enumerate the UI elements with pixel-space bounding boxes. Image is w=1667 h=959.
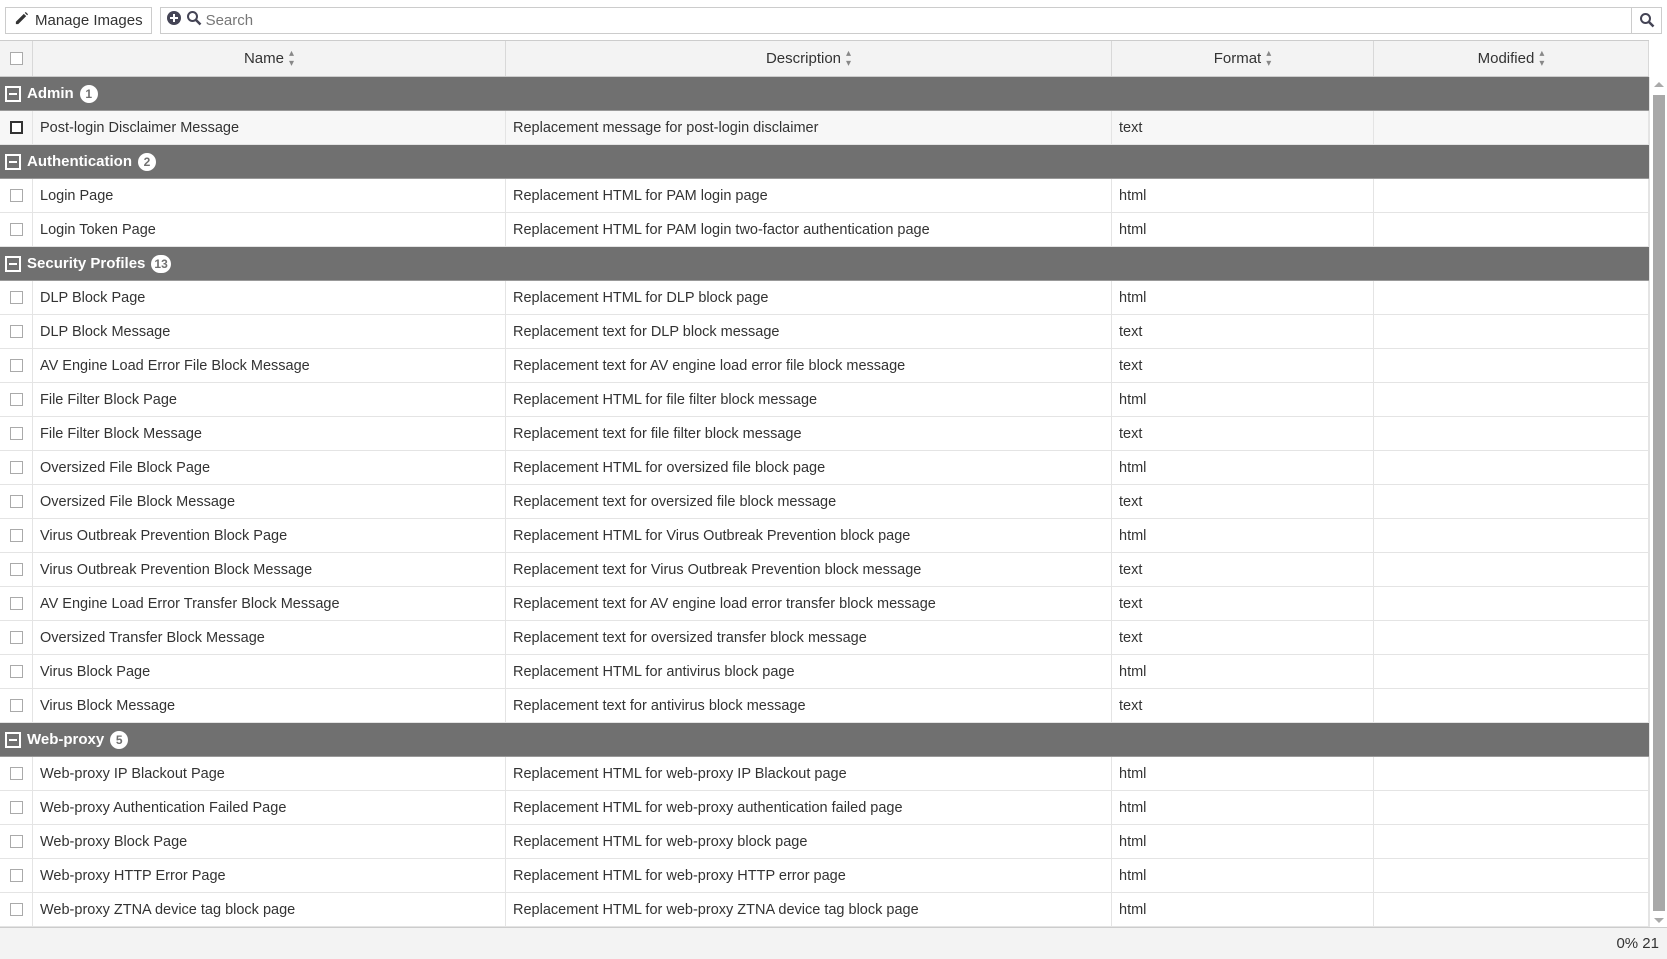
row-checkbox[interactable] [10,291,23,304]
manage-images-button[interactable] [5,7,152,34]
format-cell: html [1112,893,1374,926]
table-row[interactable] [0,825,1649,859]
table-row[interactable] [0,179,1649,213]
row-select-cell [0,893,33,926]
table-row[interactable] [0,655,1649,689]
search-icon [186,10,202,30]
name-cell: Web-proxy Authentication Failed Page [33,791,506,824]
table-header [0,40,1649,77]
table-row[interactable] [0,451,1649,485]
manage-images-label: Manage Images [35,11,143,29]
name-cell: Login Page [33,179,506,212]
search-input[interactable] [206,12,1627,29]
column-header-description[interactable] [506,41,1112,76]
format-cell: text [1112,485,1374,518]
name-cell: AV Engine Load Error File Block Message [33,349,506,382]
description-cell: Replacement text for Virus Outbreak Prevention block message [506,553,1112,586]
modified-cell [1374,689,1649,722]
name-cell: AV Engine Load Error Transfer Block Message [33,587,506,620]
row-checkbox[interactable] [10,359,23,372]
column-label: Modified [1477,50,1535,67]
row-checkbox[interactable] [10,393,23,406]
row-select-cell [0,315,33,348]
row-select-cell [0,451,33,484]
row-select-cell [0,859,33,892]
name-cell: Virus Block Message [33,689,506,722]
row-checkbox[interactable] [10,597,23,610]
row-select-cell [0,757,33,790]
description-cell: Replacement HTML for oversized file block page [506,451,1112,484]
row-checkbox[interactable] [10,869,23,882]
sort-icon: ▴ ▾ [1539,47,1545,69]
table-row[interactable] [0,621,1649,655]
row-select-cell [0,655,33,688]
sort-icon: ▴ ▾ [1266,47,1272,69]
table-row[interactable] [0,689,1649,723]
format-cell: text [1112,689,1374,722]
scroll-up-icon[interactable] [1654,82,1664,87]
row-select-cell [0,383,33,416]
column-header-modified[interactable] [1374,41,1649,76]
row-select-cell [0,689,33,722]
format-cell: html [1112,757,1374,790]
name-cell: Virus Block Page [33,655,506,688]
name-cell: Web-proxy HTTP Error Page [33,859,506,892]
row-checkbox[interactable] [10,461,23,474]
sort-icon: ▴ ▾ [288,47,295,69]
description-cell: Replacement text for file filter block message [506,417,1112,450]
description-cell: Replacement text for AV engine load error transfer block message [506,587,1112,620]
format-cell: html [1112,519,1374,552]
group-header-authentication[interactable] [0,145,1649,179]
row-checkbox[interactable] [10,325,23,338]
row-select-cell [0,179,33,212]
select-all-cell [0,41,33,76]
format-cell: text [1112,315,1374,348]
description-cell: Replacement HTML for Virus Outbreak Prevention block page [506,519,1112,552]
select-all-checkbox[interactable] [10,52,23,65]
format-cell: text [1112,587,1374,620]
row-select-cell [0,791,33,824]
name-cell: Web-proxy Block Page [33,825,506,858]
table-row[interactable] [0,587,1649,621]
toolbar [0,0,1667,40]
description-cell: Replacement text for oversized file block message [506,485,1112,518]
row-select-cell [0,519,33,552]
description-cell: Replacement HTML for DLP block page [506,281,1112,314]
description-cell: Replacement HTML for web-proxy block page [506,825,1112,858]
format-cell: html [1112,213,1374,246]
column-header-format[interactable] [1112,41,1374,76]
table-row[interactable] [0,417,1649,451]
modified-cell [1374,111,1649,144]
row-checkbox[interactable] [10,699,23,712]
modified-cell [1374,757,1649,790]
name-cell: Virus Outbreak Prevention Block Message [33,553,506,586]
column-label: Name [243,50,284,67]
name-cell: Virus Outbreak Prevention Block Page [33,519,506,552]
column-header-name[interactable] [33,41,506,76]
format-cell: text [1112,553,1374,586]
status-text: 0% 21 [1616,935,1659,952]
format-cell: text [1112,621,1374,654]
modified-cell [1374,281,1649,314]
table-row[interactable] [0,485,1649,519]
group-header-admin[interactable] [0,77,1649,111]
description-cell: Replacement HTML for web-proxy authentication failed page [506,791,1112,824]
row-checkbox[interactable] [10,427,23,440]
row-select-cell [0,349,33,382]
name-cell: Post-login Disclaimer Message [33,111,506,144]
description-cell: Replacement HTML for web-proxy IP Blackout page [506,757,1112,790]
modified-cell [1374,553,1649,586]
row-select-cell [0,281,33,314]
search-submit-button[interactable] [1631,8,1661,33]
column-label: Format [1213,50,1262,67]
table-row[interactable] [0,111,1649,145]
modified-cell [1374,485,1649,518]
modified-cell [1374,179,1649,212]
description-cell: Replacement HTML for web-proxy HTTP error page [506,859,1112,892]
table-row[interactable] [0,213,1649,247]
group-name: Web-proxy [27,731,105,748]
row-select-cell [0,417,33,450]
table-row[interactable] [0,349,1649,383]
table-row[interactable] [0,315,1649,349]
row-checkbox[interactable] [10,903,23,916]
name-cell: Web-proxy ZTNA device tag block page [33,893,506,926]
modified-cell [1374,451,1649,484]
group-header-security-profiles[interactable] [0,247,1649,281]
modified-cell [1374,383,1649,416]
modified-cell [1374,349,1649,382]
modified-cell [1374,655,1649,688]
row-checkbox[interactable] [10,189,23,202]
sort-icon: ▴ ▾ [846,47,852,69]
description-cell: Replacement HTML for file filter block message [506,383,1112,416]
description-cell: Replacement HTML for web-proxy ZTNA device tag block page [506,893,1112,926]
table-row[interactable] [0,859,1649,893]
group-count-badge: 1 [80,85,98,103]
name-cell: File Filter Block Page [33,383,506,416]
name-cell: DLP Block Message [33,315,506,348]
group-name: Authentication [27,153,132,170]
format-cell: html [1112,655,1374,688]
row-select-cell [0,825,33,858]
group-count-badge: 5 [110,731,128,749]
row-checkbox[interactable] [10,767,23,780]
table-body [0,77,1649,927]
description-cell: Replacement HTML for PAM login two-factor authentication page [506,213,1112,246]
name-cell: Web-proxy IP Blackout Page [33,757,506,790]
description-cell: Replacement text for DLP block message [506,315,1112,348]
table-row[interactable] [0,553,1649,587]
description-cell: Replacement text for oversized transfer block message [506,621,1112,654]
format-cell: text [1112,349,1374,382]
name-cell: Oversized File Block Message [33,485,506,518]
row-select-cell [0,111,33,144]
search-icon [1639,12,1655,28]
row-select-cell [0,213,33,246]
column-label: Description [765,50,841,67]
description-cell: Replacement message for post-login disclaimer [506,111,1112,144]
modified-cell [1374,213,1649,246]
collapse-icon[interactable] [5,86,21,102]
format-cell: html [1112,791,1374,824]
format-cell: text [1112,111,1374,144]
modified-cell [1374,893,1649,926]
name-cell: Oversized File Block Page [33,451,506,484]
add-filter-icon[interactable] [166,10,182,30]
modified-cell [1374,825,1649,858]
group-name: Admin [27,85,74,102]
collapse-icon[interactable] [5,732,21,748]
collapse-icon[interactable] [5,256,21,272]
name-cell: DLP Block Page [33,281,506,314]
modified-cell [1374,791,1649,824]
format-cell: text [1112,417,1374,450]
modified-cell [1374,417,1649,450]
name-cell: File Filter Block Message [33,417,506,450]
row-select-cell [0,621,33,654]
description-cell: Replacement HTML for PAM login page [506,179,1112,212]
modified-cell [1374,519,1649,552]
description-cell: Replacement text for AV engine load error file block message [506,349,1112,382]
description-cell: Replacement HTML for antivirus block page [506,655,1112,688]
modified-cell [1374,315,1649,348]
table-row[interactable] [0,757,1649,791]
status-bar [0,927,1667,959]
group-name: Security Profiles [27,255,146,272]
row-checkbox[interactable] [10,665,23,678]
row-checkbox[interactable] [10,563,23,576]
modified-cell [1374,621,1649,654]
format-cell: html [1112,383,1374,416]
row-checkbox[interactable] [10,495,23,508]
modified-cell [1374,587,1649,620]
format-cell: html [1112,451,1374,484]
format-cell: html [1112,859,1374,892]
row-checkbox[interactable] [10,835,23,848]
table-row[interactable] [0,893,1649,927]
row-select-cell [0,485,33,518]
name-cell: Login Token Page [33,213,506,246]
group-count-badge: 13 [151,255,170,273]
table-row[interactable] [0,281,1649,315]
table-row[interactable] [0,791,1649,825]
search-box [160,7,1662,34]
row-checkbox[interactable] [10,801,23,814]
row-select-cell [0,587,33,620]
modified-cell [1374,859,1649,892]
format-cell: html [1112,281,1374,314]
description-cell: Replacement text for antivirus block message [506,689,1112,722]
pencil-icon [14,11,29,30]
row-select-cell [0,553,33,586]
collapse-icon[interactable] [5,154,21,170]
format-cell: html [1112,825,1374,858]
scroll-down-icon[interactable] [1654,918,1664,923]
scrollbar-thumb[interactable] [1653,95,1665,911]
table-row[interactable] [0,519,1649,553]
row-checkbox[interactable] [10,529,23,542]
row-checkbox[interactable] [10,121,23,134]
group-header-web-proxy[interactable] [0,723,1649,757]
group-count-badge: 2 [138,153,156,171]
format-cell: html [1112,179,1374,212]
row-checkbox[interactable] [10,223,23,236]
vertical-scrollbar[interactable] [1649,77,1667,927]
row-checkbox[interactable] [10,631,23,644]
name-cell: Oversized Transfer Block Message [33,621,506,654]
table-row[interactable] [0,383,1649,417]
